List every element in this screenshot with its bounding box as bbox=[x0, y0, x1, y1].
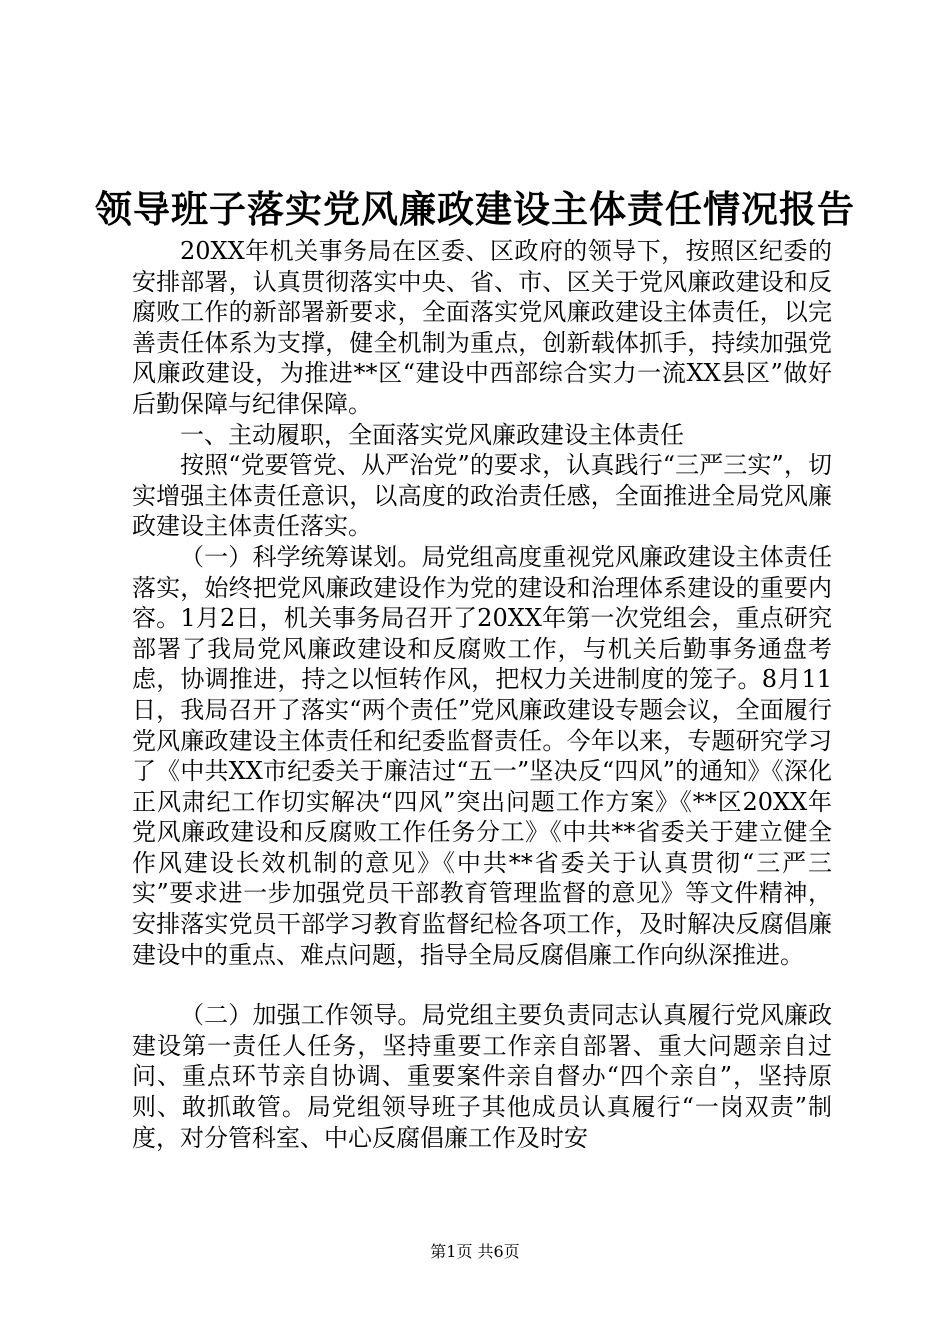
paragraph-intro: 20XX年机关事务局在区委、区政府的领导下，按照区纪委的安排部署，认真贯彻落实中央、省、市、区关于党风廉政建设和反腐败工作的新部署新要求，全面落实党风廉政建设主体责任，以完善责任体系为支撑，健全机制为重点，创新载体抓手，持续加强党风廉政建设，为推进**区“建设中西部综合实力一流XX县区”做好后勤保障与纪律保障。 bbox=[132, 237, 832, 418]
document-body bbox=[132, 236, 832, 1153]
paragraph-section-1: 按照“党要管党、从严治党”的要求，认真践行“三严三实”，切实增强主体责任意识，以高度的政治责任感，全面推进全局党风廉政建设主体责任落实。 bbox=[132, 451, 832, 541]
page-number-footer: 第1页 共6页 bbox=[430, 1242, 520, 1261]
document-title: 领导班子落实党风廉政建设主体责任情况报告 bbox=[95, 187, 855, 231]
section-heading-1: 一、主动履职，全面落实党风廉政建设主体责任 bbox=[180, 420, 684, 449]
paragraph-subsection-2: （二）加强工作领导。局党组主要负责同志认真履行党风廉政建设第一责任人任务，坚持重要工作亲自部署、重大问题亲自过问、重点环节亲自协调、重要案件亲自督办“四个亲自”，坚持原则、敢抓敢管。局党组领导班子其他成员认真履行“一岗双责”制度，对分管科室、中心反腐倡廉工作及时安 bbox=[132, 1001, 832, 1152]
paragraph-subsection-1: （一）科学统筹谋划。局党组高度重视党风廉政建设主体责任落实，始终把党风廉政建设作为党的建设和治理体系建设的重要内容。1月2日，机关事务局召开了20XX年第一次党组会，重点研究部署了我局党风廉政建设和反腐败工作，与机关后勤事务通盘考虑，协调推进，持之以恒转作风，把权力关进制度的笼子。8月11日，我局召开了落实“两个责任”党风廉政建设专题会议，全面履行党风廉政建设主体责任和纪委监督责任。今年以来，专题研究学习了《中共XX市纪委关于廉洁过“五一”坚决反“四风”的通知》《深化正风肃纪工作切实解决“四风”突出问题工作方案》《**区20XX年党风廉政建设和反腐败工作任务分工》《中共**省委关于建立健全作风建设长效机制的意见》《中共**省委关于认真贯彻“三严三实”要求进一步加强党员干部教育管理监督的意见》等文件精神，安排落实党员干部学习教育监督纪检各项工作，及时解决反腐倡廉建设中的重点、难点问题，指导全局反腐倡廉工作向纵深推进。 bbox=[132, 542, 832, 969]
